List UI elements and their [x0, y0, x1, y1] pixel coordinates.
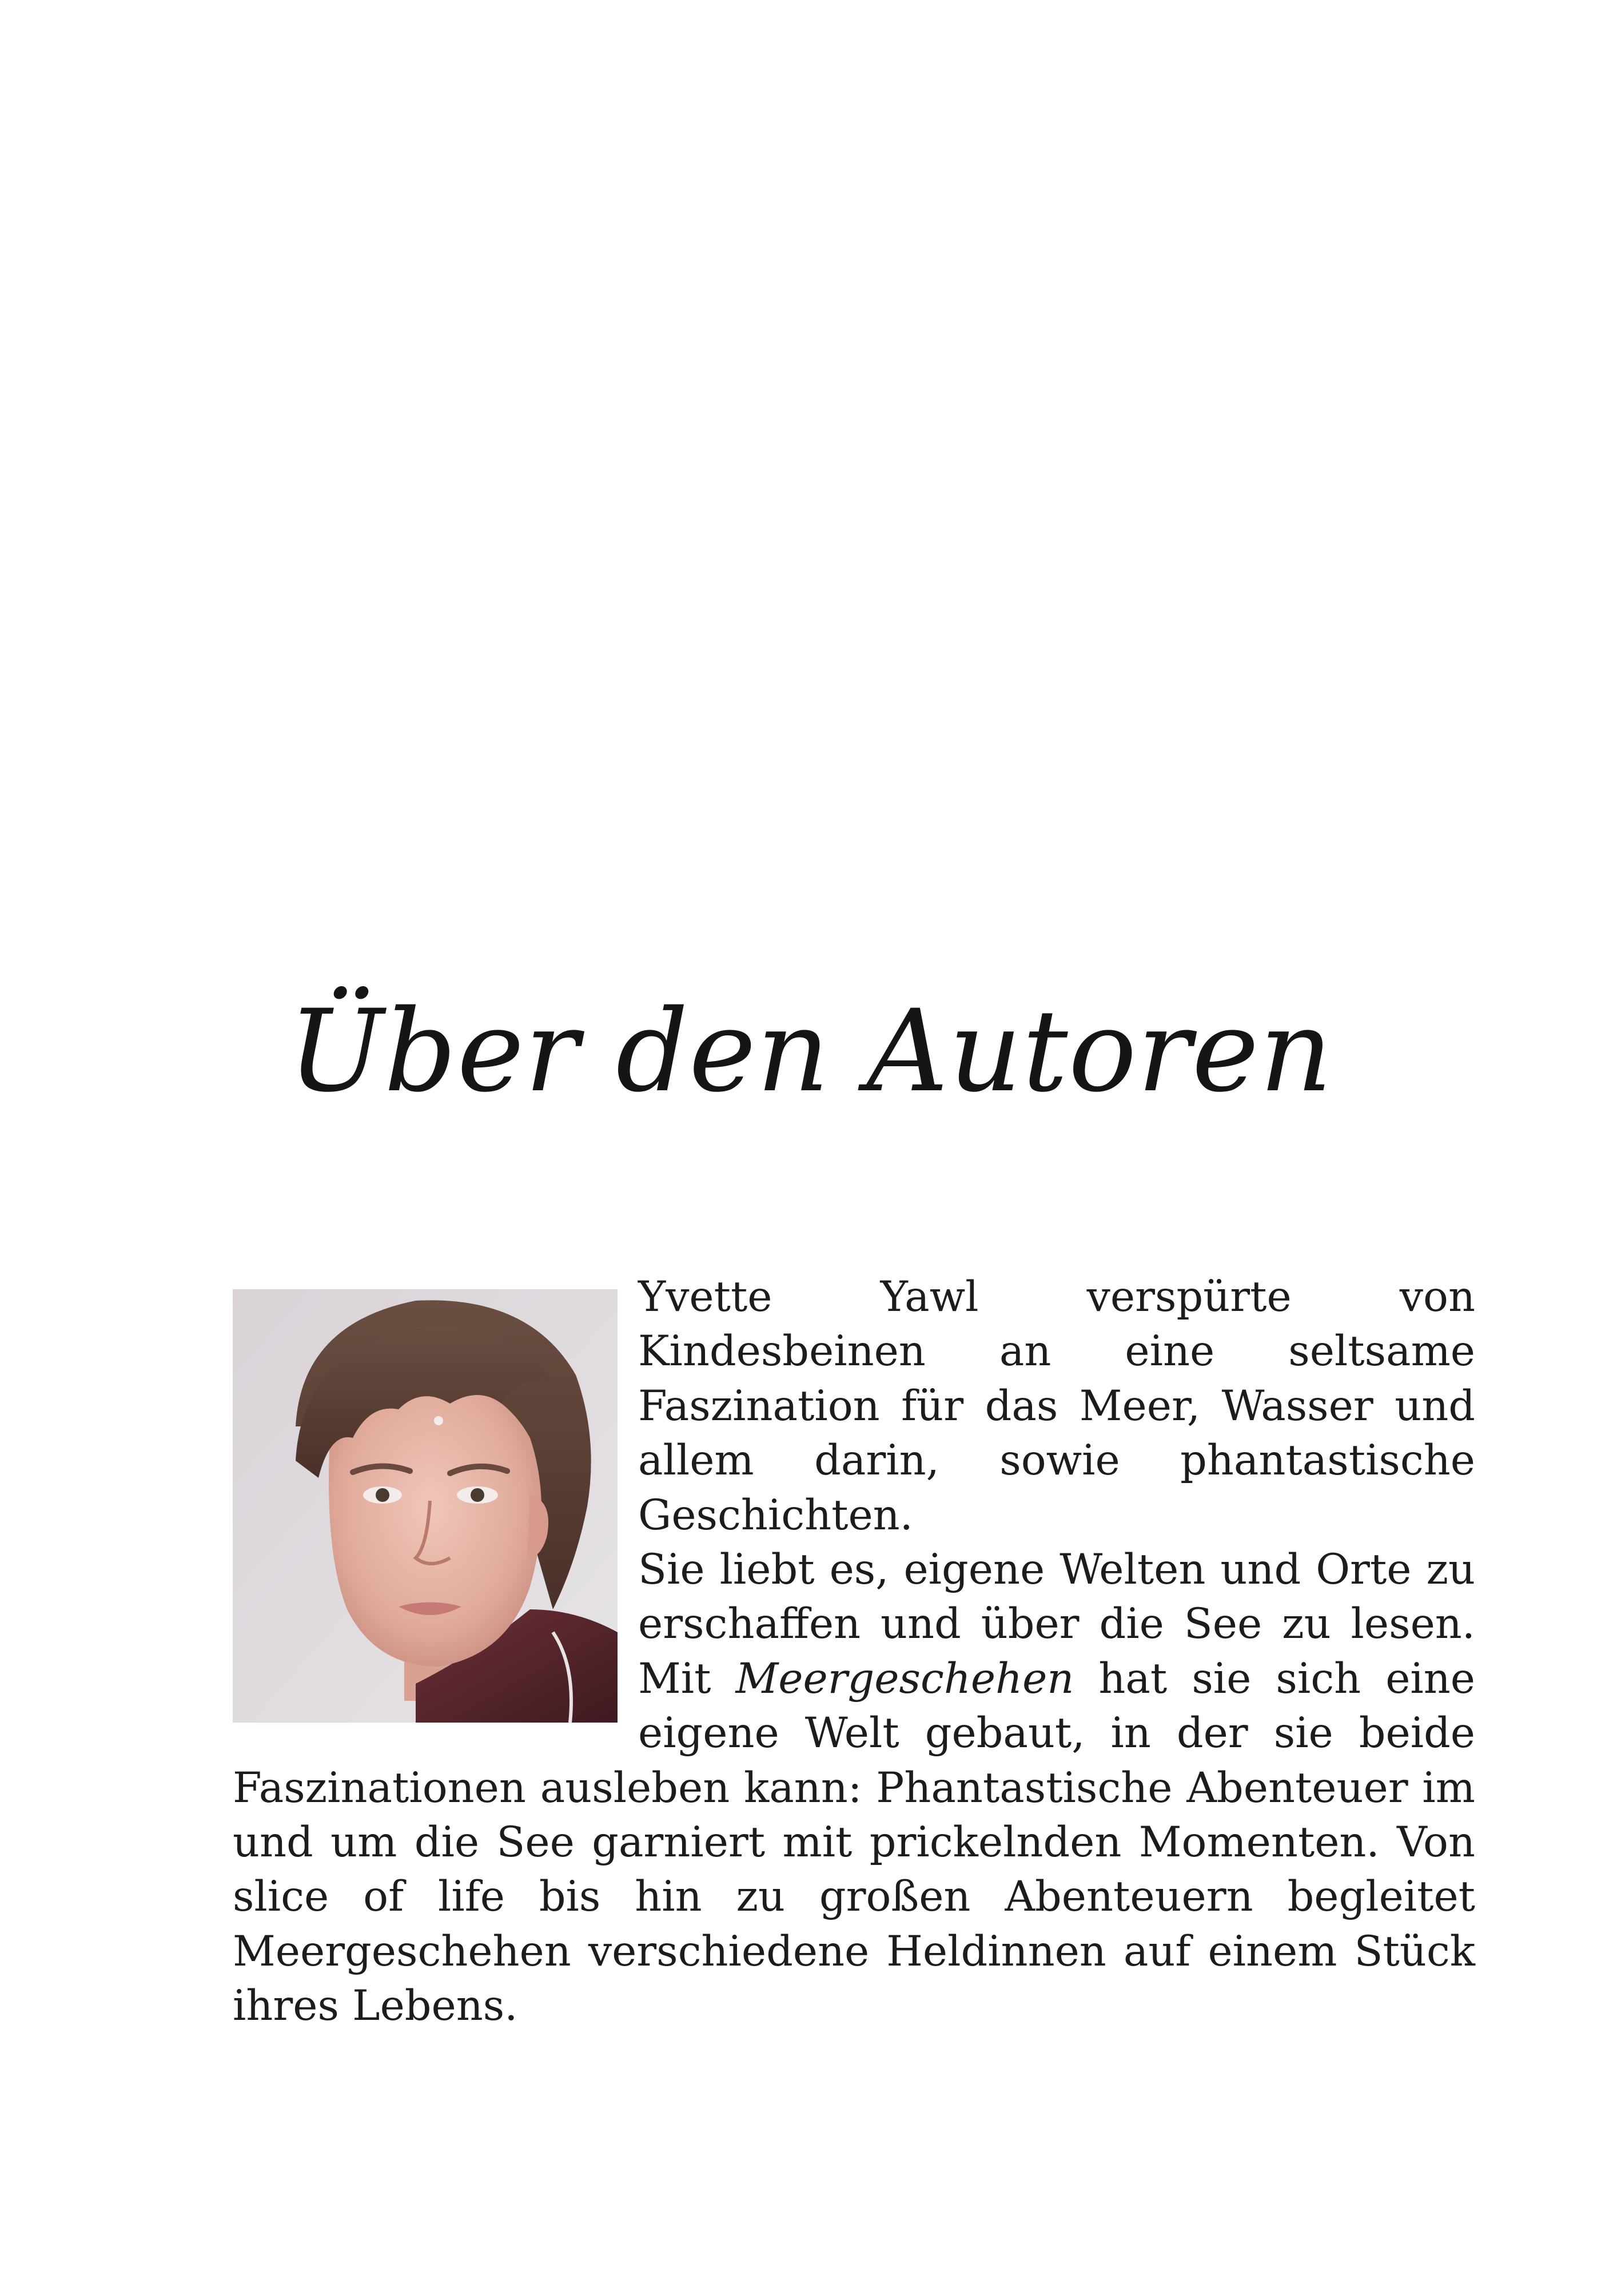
bio-paragraph-1: Yvette Yawl verspürte von Kindesbeinen an eine seltsame Faszination für das Meer, Wasser und allem darin, sowie phantastische Geschichten. — [638, 1273, 1475, 1540]
page-title: Über den Autoren — [288, 985, 1333, 1117]
book-title: Meergeschehen — [735, 1654, 1074, 1703]
bio-paragraph-2-start: Sie liebt es, eigene Welten und Orte zu erschaffen und über die See zu lesen. Mit — [638, 1545, 1475, 1703]
bio-paragraph-2-end: hat sie sich eine eigene Welt gebaut, in der sie beide Faszinationen ausleben kann: Phantastische Abenteuer im und um die See garniert mit prickelnden Momenten. Von slice of life bis hin zu großen Abenteuern begleitet Meergeschehen verschiedene Heldinnen auf einem Stück ihres Lebens. — [233, 1654, 1475, 2031]
author-bio — [233, 1270, 1475, 2034]
author-portrait — [233, 1289, 618, 1723]
